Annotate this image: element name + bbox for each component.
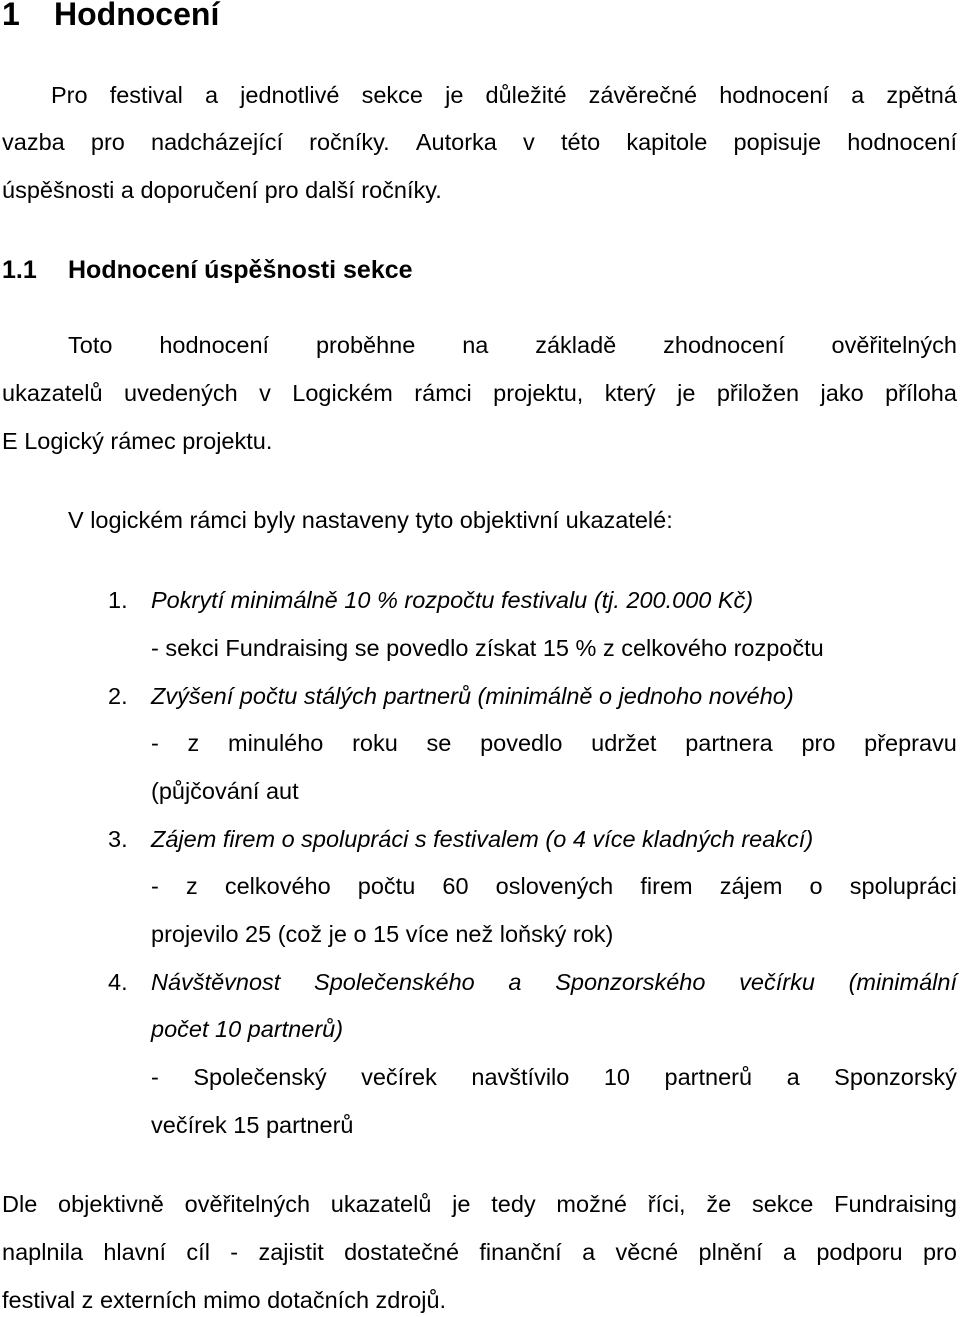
chapter-title: Hodnocení (54, 0, 220, 32)
word: zájem (719, 873, 783, 899)
list-item-3-result-1 (151, 871, 957, 901)
word: ukazatelů (330, 1191, 432, 1217)
conclusion-line-3: festival z externích mimo dotačních zdrojů. (2, 1287, 447, 1313)
section-heading (2, 252, 413, 288)
para1-line-2 (2, 378, 957, 408)
word: (minimální (848, 969, 957, 995)
word: možné (556, 1191, 627, 1217)
word: večírku (739, 969, 815, 995)
word: vazba (2, 129, 65, 155)
word: v (259, 380, 271, 406)
word: důležité (485, 82, 567, 108)
word: Sponzorský (834, 1064, 957, 1090)
word: uvedených (124, 380, 238, 406)
word: a (204, 82, 219, 108)
word: - (151, 730, 159, 756)
word: zajistit (258, 1239, 324, 1265)
intro-line-2 (2, 127, 957, 157)
word: z (185, 873, 198, 899)
word: ukazatelů (2, 380, 103, 406)
word: Pro (51, 82, 88, 108)
word: cíl (186, 1239, 210, 1265)
word: ověřitelných (831, 332, 957, 358)
chapter-heading (2, 0, 219, 36)
word: říci, (647, 1191, 686, 1217)
intro-line-3: úspěšnosti a doporučení pro další ročníky. (2, 177, 442, 203)
word: večírek (361, 1064, 437, 1090)
word: Fundraising (834, 1191, 957, 1217)
list-item-4-result-1 (151, 1062, 957, 1092)
para1-line-1 (68, 330, 957, 360)
word: festival (109, 82, 183, 108)
section-number: 1.1 (2, 256, 37, 284)
word: a (851, 82, 865, 108)
word: počtu (357, 873, 416, 899)
word: udržet (591, 730, 657, 756)
word: jednotlivé (240, 82, 340, 108)
word: tedy (491, 1191, 536, 1217)
word: je (445, 82, 464, 108)
word: podporu (816, 1239, 903, 1265)
list-item-4-result-2: večírek 15 partnerů (151, 1112, 354, 1138)
word: pro (90, 129, 125, 155)
word: - (230, 1239, 239, 1265)
word: povedlo (480, 730, 563, 756)
word: hodnocení (847, 129, 957, 155)
word: a (782, 1239, 796, 1265)
word: z (187, 730, 200, 756)
word: plnění (698, 1239, 763, 1265)
word: spolupráci (849, 873, 957, 899)
word: 10 (603, 1064, 630, 1090)
list-item-1-number: 1. (108, 587, 128, 613)
word: ročníky. (309, 129, 390, 155)
word: zpětná (886, 82, 957, 108)
word: této (560, 129, 601, 155)
word: že (706, 1191, 732, 1217)
conclusion-line-1 (2, 1189, 957, 1219)
word: a (582, 1239, 596, 1265)
word: projektu, (493, 380, 584, 406)
word: sekce (361, 82, 423, 108)
word: 60 (442, 873, 469, 899)
list-item-3-number: 3. (108, 826, 128, 852)
word: celkového (224, 873, 331, 899)
para2: V logickém rámci byly nastaveny tyto objektivní ukazatelé: (68, 507, 673, 533)
word: naplnila (2, 1239, 84, 1265)
word: Návštěvnost (151, 969, 281, 995)
list-item-2-result-2: (půjčování aut (151, 778, 299, 804)
word: o (809, 873, 823, 899)
word: zhodnocení (663, 332, 785, 358)
word: partnera (685, 730, 773, 756)
word: partnerů (664, 1064, 753, 1090)
word: hodnocení (159, 332, 270, 358)
word: objektivně (58, 1191, 164, 1217)
word: pro (801, 730, 836, 756)
list-item-3-title: Zájem firem o spolupráci s festivalem (o 4 více kladných reakcí) (151, 826, 814, 852)
word: Toto (68, 332, 113, 358)
word: Společenský (193, 1064, 327, 1090)
list-item-2-title: Zvýšení počtu stálých partnerů (minimálně o jednoho nového) (151, 683, 794, 709)
para1-line-3: E Logický rámec projektu. (2, 428, 273, 454)
word: - (151, 1064, 159, 1090)
word: Sponzorského (555, 969, 706, 995)
word: sekce (751, 1191, 814, 1217)
word: proběhne (315, 332, 416, 358)
list-item-2-number: 2. (108, 683, 128, 709)
word: který (604, 380, 656, 406)
word: je (677, 380, 696, 406)
list-item-4-title-1 (151, 967, 957, 997)
word: příloha (885, 380, 957, 406)
word: hodnocení (719, 82, 829, 108)
word: roku (352, 730, 398, 756)
list-item-4-title-2: počet 10 partnerů) (151, 1016, 344, 1042)
word: přepravu (864, 730, 957, 756)
word: minulého (228, 730, 324, 756)
word: na (462, 332, 489, 358)
word: hlavní (103, 1239, 167, 1265)
word: Autorka (415, 129, 497, 155)
word: v (523, 129, 535, 155)
word: nadcházející (151, 129, 283, 155)
word: je (452, 1191, 471, 1217)
word: oslovených (495, 873, 614, 899)
word: základě (535, 332, 617, 358)
word: pro (922, 1239, 957, 1265)
word: přiložen (716, 380, 800, 406)
word: ověřitelných (184, 1191, 311, 1217)
word: Společenského (314, 969, 475, 995)
word: a (508, 969, 522, 995)
word: dostatečné (344, 1239, 460, 1265)
word: a (786, 1064, 800, 1090)
word: se (426, 730, 452, 756)
word: Dle (2, 1191, 38, 1217)
word: finanční (479, 1239, 562, 1265)
word: navštívilo (471, 1064, 570, 1090)
list-item-3-result-2: projevilo 25 (což je o 15 více než loňský rok) (151, 921, 614, 947)
word: věcné (615, 1239, 679, 1265)
list-item-2-result-1 (151, 728, 957, 758)
word: firem (640, 873, 693, 899)
word: Logickém (292, 380, 393, 406)
intro-line-1 (51, 80, 957, 110)
word: popisuje (733, 129, 822, 155)
list-item-4-number: 4. (108, 969, 128, 995)
chapter-number: 1 (2, 0, 20, 32)
list-item-1-result: - sekci Fundraising se povedlo získat 15 % z celkového rozpočtu (151, 635, 824, 661)
word: - (151, 873, 159, 899)
section-title: Hodnocení úspěšnosti sekce (68, 256, 413, 284)
word: rámci (414, 380, 472, 406)
list-item-1-title: Pokrytí minimálně 10 % rozpočtu festivalu (tj. 200.000 Kč) (151, 587, 754, 613)
conclusion-line-2 (2, 1237, 957, 1267)
word: kapitole (626, 129, 708, 155)
word: závěrečné (588, 82, 698, 108)
word: jako (820, 380, 864, 406)
